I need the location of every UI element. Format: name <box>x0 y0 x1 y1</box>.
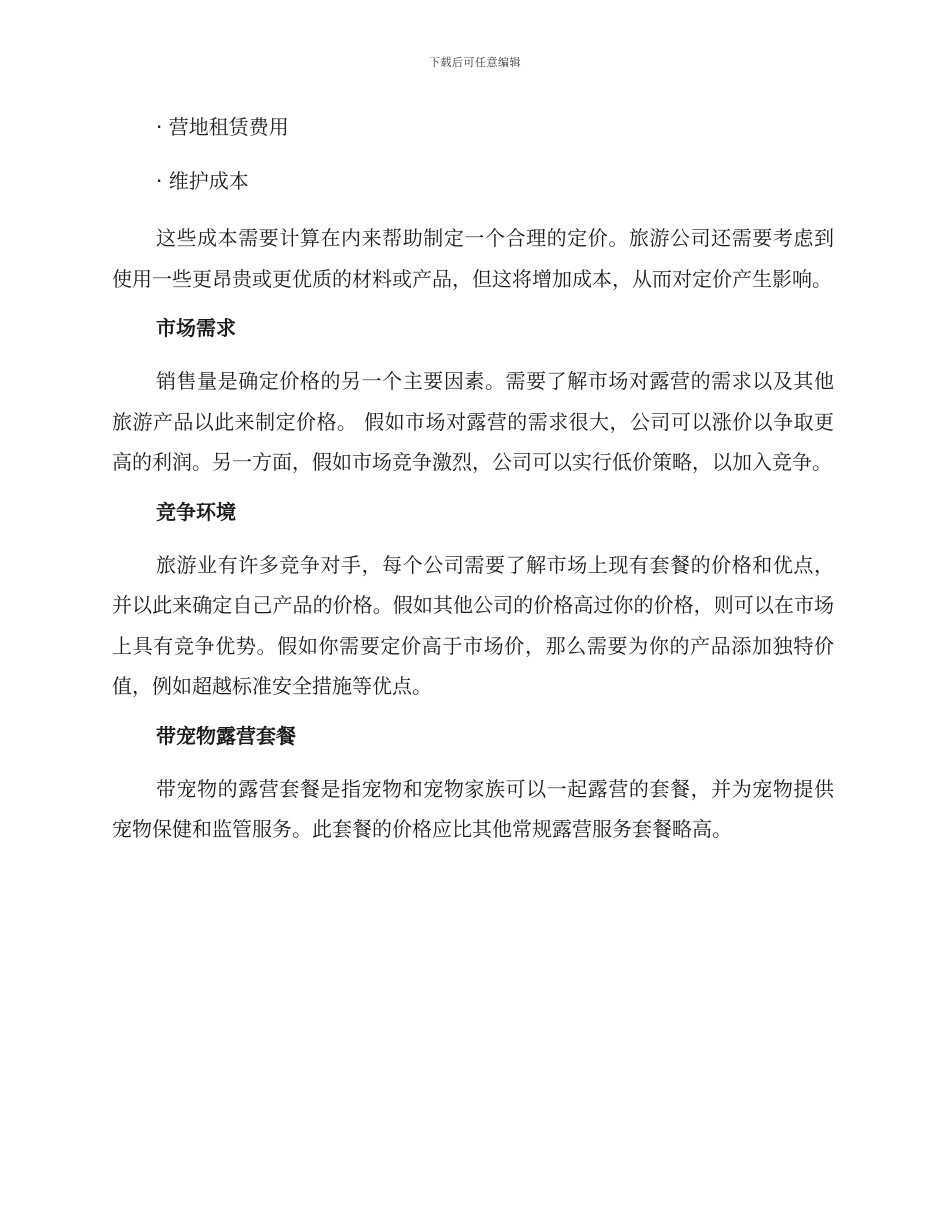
bullet-item-site-rental: · 营地租赁费用 <box>156 115 289 139</box>
document-body <box>112 110 834 862</box>
section-heading-competition: 竞争环境 <box>156 499 236 524</box>
market-demand-paragraph: 销售量是确定价格的另一个主要因素。需要了解市场对露营的需求以及其他旅游产品以此来制定价格。 假如市场对露营的需求很大，公司可以涨价以争取更高的利润。另一方面，假如市场竞争激烈，公司可以实行低价策略，以加入竞争。 <box>112 369 834 474</box>
intro-paragraph: 这些成本需要计算在内来帮助制定一个合理的定价。旅游公司还需要考虑到使用一些更昂贵或更优质的材料或产品，但这将增加成本，从而对定价产生影响。 <box>112 226 834 291</box>
bullet-item-maintenance: · 维护成本 <box>156 169 249 193</box>
header-note: 下载后可任意编辑 <box>429 56 521 69</box>
pet-camping-paragraph: 带宠物的露营套餐是指宠物和宠物家族可以一起露营的套餐，并为宠物提供宠物保健和监管服务。此套餐的价格应比其他常规露营服务套餐略高。 <box>112 776 834 841</box>
competition-paragraph: 旅游业有许多竞争对手，每个公司需要了解市场上现有套餐的价格和优点，并以此来确定自己产品的价格。假如其他公司的价格高过你的价格，则可以在市场上具有竞争优势。假如你需要定价高于市场价，那么需要为你的产品添加独特价值，例如超越标准安全措施等优点。 <box>112 552 834 698</box>
section-heading-market-demand: 市场需求 <box>156 316 236 340</box>
section-heading-pet-camping: 带宠物露营套餐 <box>156 723 296 748</box>
